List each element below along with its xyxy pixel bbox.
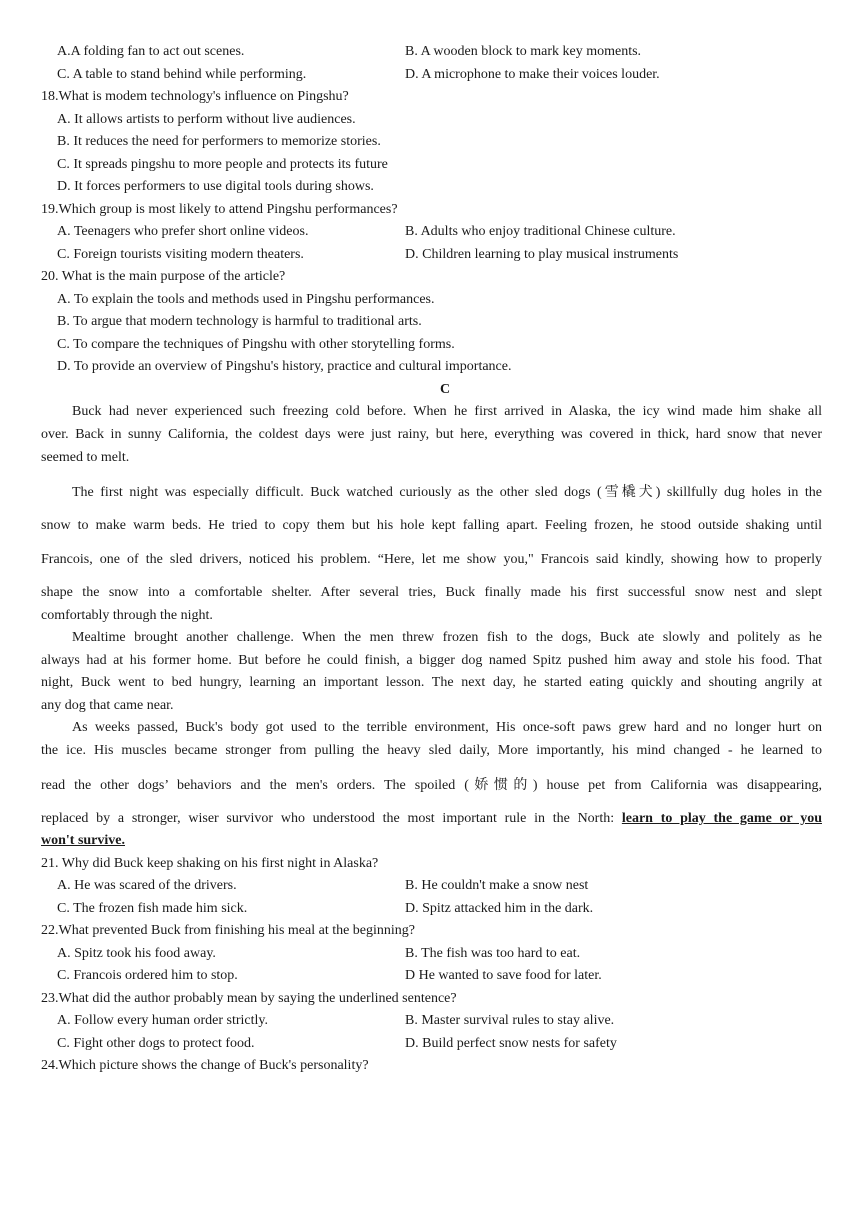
passage-text: ) skillfully dug holes in the — [655, 485, 823, 500]
q17-option-c: C. A table to stand behind while performing. — [57, 67, 307, 82]
chinese-gloss: 雪橇犬 — [601, 484, 656, 500]
q20-option-b: B. To argue that modern technology is harmful to traditional arts. — [57, 314, 422, 329]
q19-option-d: D. Children learning to play musical instruments — [405, 247, 679, 262]
q18-stem: 18.What is modem technology's influence on Pingshu? — [41, 89, 349, 104]
passage-line — [41, 810, 822, 828]
passage-line: over. Back in sunny California, the coldest days were just rainy, but here, everything was covered in thick, hard snow that never — [41, 427, 822, 442]
passage-line: Mealtime brought another challenge. When the men threw frozen fish to the dogs, Buck ate slowly and politely as he — [72, 630, 822, 645]
q20-option-c: C. To compare the techniques of Pingshu with other storytelling forms. — [57, 337, 455, 352]
passage-line — [41, 832, 125, 850]
passage-line: As weeks passed, Buck's body got used to the terrible environment, His once-soft paws grew hard and no longer hurt on — [72, 720, 822, 735]
q18-option-b: B. It reduces the need for performers to memorize stories. — [57, 134, 381, 149]
chinese-gloss: 娇惯的 — [468, 777, 533, 793]
q19-option-c: C. Foreign tourists visiting modern theaters. — [57, 247, 304, 262]
q22-option-c: C. Francois ordered him to stop. — [57, 968, 238, 983]
passage-text: The first night was especially difficult. Buck watched curiously as the other sled dogs ( — [72, 485, 602, 500]
passage-line — [41, 776, 822, 795]
passage-line: Buck had never experienced such freezing cold before. When he first arrived in Alaska, the icy wind made him shake all — [72, 404, 822, 419]
passage-line: snow to make warm beds. He tried to copy them but his hole kept falling apart. Feeling frozen, he stood outside shaking until — [41, 518, 822, 533]
passage-line — [41, 483, 822, 502]
q21-option-a: A. He was scared of the drivers. — [57, 878, 237, 893]
q22-stem: 22.What prevented Buck from finishing his meal at the beginning? — [41, 923, 416, 938]
q18-option-d: D. It forces performers to use digital tools during shows. — [57, 179, 374, 194]
passage-text: replaced by a stronger, wiser survivor who understood the most important rule in the North: — [41, 811, 622, 826]
q21-option-b: B. He couldn't make a snow nest — [405, 878, 589, 893]
q23-option-d: D. Build perfect snow nests for safety — [405, 1036, 617, 1051]
q22-option-a: A. Spitz took his food away. — [57, 946, 216, 961]
q23-option-c: C. Fight other dogs to protect food. — [57, 1036, 255, 1051]
q18-option-c: C. It spreads pingshu to more people and protects its future — [57, 157, 388, 172]
q24-stem: 24.Which picture shows the change of Buck's personality? — [41, 1058, 369, 1073]
q23-stem: 23.What did the author probably mean by saying the underlined sentence? — [41, 991, 457, 1006]
q20-option-d: D. To provide an overview of Pingshu's history, practice and cultural importance. — [57, 359, 512, 374]
q21-stem: 21. Why did Buck keep shaking on his first night in Alaska? — [41, 856, 379, 871]
passage-text: read the other dogs’ behaviors and the men's orders. The spoiled ( — [41, 778, 469, 793]
q21-option-c: C. The frozen fish made him sick. — [57, 901, 248, 916]
section-heading: C — [439, 382, 451, 397]
passage-line: shape the snow into a comfortable shelter. After several tries, Buck finally made his first successful snow nest and slept — [41, 585, 822, 600]
q23-option-b: B. Master survival rules to stay alive. — [405, 1013, 615, 1028]
passage-text: ) house pet from California was disappearing, — [532, 778, 822, 793]
q17-option-b: B. A wooden block to mark key moments. — [405, 44, 642, 59]
q23-option-a: A. Follow every human order strictly. — [57, 1013, 268, 1028]
passage-line: night, Buck went to bed hungry, learning an important lesson. The next day, he started eating quickly and shouting angrily at — [41, 675, 822, 690]
passage-line: any dog that came near. — [41, 698, 174, 713]
q17-option-d: D. A microphone to make their voices louder. — [405, 67, 660, 82]
underlined-sentence: learn to play the game or you — [621, 811, 822, 826]
q18-option-a: A. It allows artists to perform without live audiences. — [57, 112, 356, 127]
q21-option-d: D. Spitz attacked him in the dark. — [405, 901, 594, 916]
passage-line: seemed to melt. — [41, 450, 130, 465]
q19-option-b: B. Adults who enjoy traditional Chinese culture. — [405, 224, 676, 239]
q20-stem: 20. What is the main purpose of the article? — [41, 269, 286, 284]
q20-option-a: A. To explain the tools and methods used in Pingshu performances. — [57, 292, 435, 307]
q22-option-d: D He wanted to save food for later. — [405, 968, 602, 983]
q17-option-a: A.A folding fan to act out scenes. — [57, 44, 245, 59]
q19-stem: 19.Which group is most likely to attend Pingshu performances? — [41, 202, 398, 217]
q19-option-a: A. Teenagers who prefer short online videos. — [57, 224, 309, 239]
passage-line: always had at his former home. But before he could finish, a bigger dog named Spitz pushed him away and stole his food. That — [41, 653, 822, 668]
q22-option-b: B. The fish was too hard to eat. — [405, 946, 581, 961]
passage-line: comfortably through the night. — [41, 608, 213, 623]
underlined-sentence: won't survive. — [41, 833, 125, 848]
passage-line: Francois, one of the sled drivers, noticed his problem. “Here, let me show you," Francois said kindly, showing how to properly — [41, 552, 822, 567]
passage-line: the ice. His muscles became stronger from pulling the heavy sled daily, More importantly, his mind changed - he learned to — [41, 743, 822, 758]
